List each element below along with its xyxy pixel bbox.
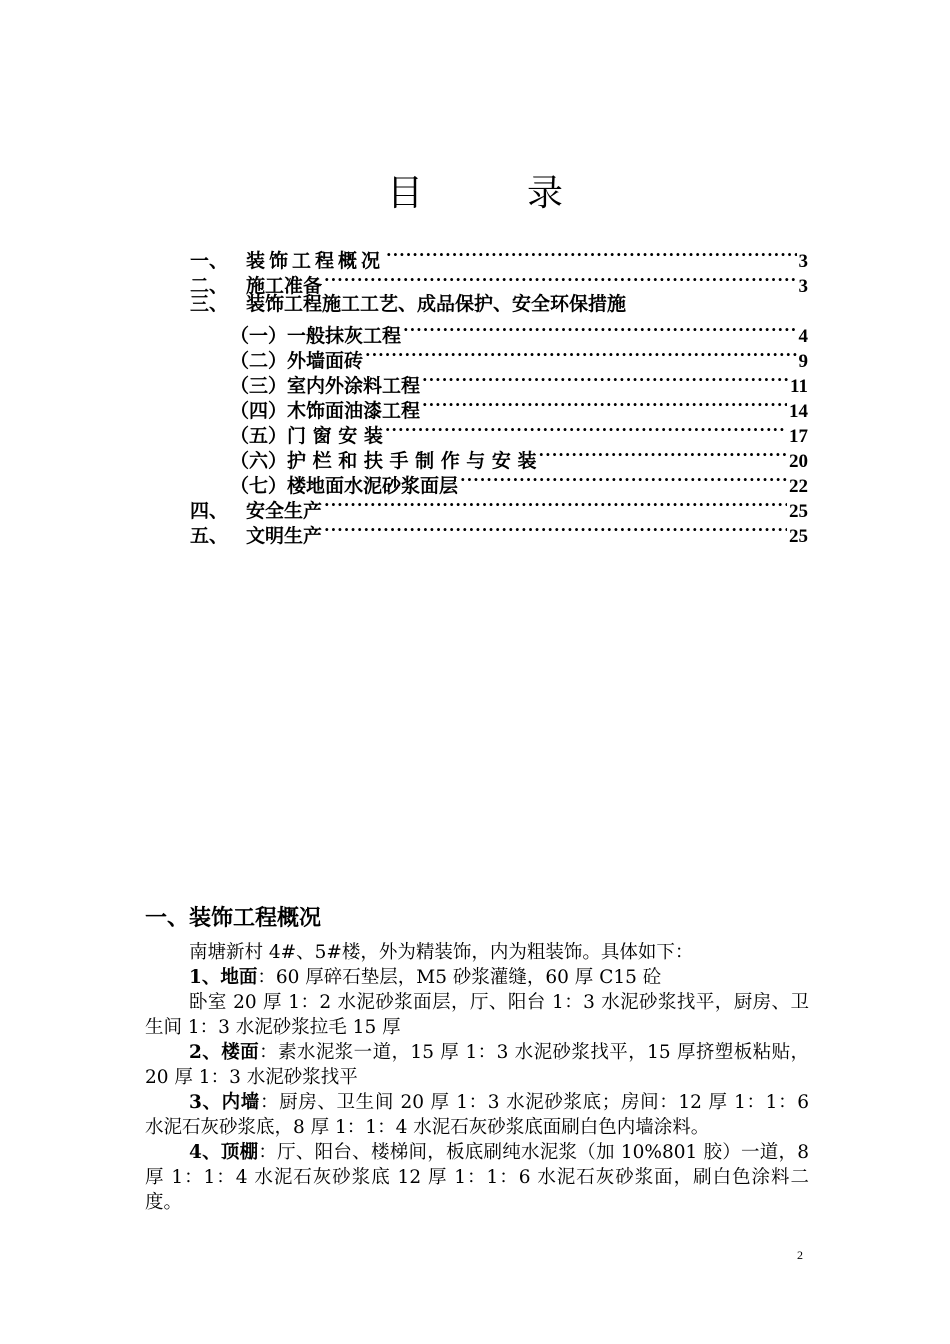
floor-text: ：60 厚碎石垫层，M5 砂浆灌缝，60 厚 C15 砼: [257, 967, 662, 988]
toc-entry-page: 11: [790, 376, 808, 397]
toc-leader-dots: [324, 517, 787, 542]
interior-wall-paragraph: [145, 1090, 809, 1140]
floor-continuation: 卧室 20 厚 1：2 水泥砂浆面层，厅、阳台 1：3 水泥砂浆找平，厨房、卫生间 1：3 水泥砂浆拉毛 15 厚: [145, 992, 809, 1038]
intro-paragraph: 南塘新村 4#、5#楼，外为精装饰，内为粗装饰。具体如下：: [189, 942, 694, 963]
toc-leader-dots: [365, 342, 796, 367]
toc-leader-dots: [460, 467, 787, 492]
toc-entry[interactable]: [190, 242, 808, 272]
interior-wall-label: 3、内墙: [189, 1092, 260, 1113]
toc-entry-page: 25: [789, 526, 808, 547]
toc-title: [0, 172, 950, 216]
storey-floor-text: ：素水泥浆一道，15 厚 1：3 水泥砂浆找平，15 厚挤塑板粘贴，20 厚 1：3 水泥砂浆找平: [145, 1042, 809, 1088]
storey-floor-label: 2、楼面: [189, 1042, 260, 1063]
toc-entry-label: （三）室内外涂料工程: [230, 375, 421, 397]
toc-entry[interactable]: [190, 292, 808, 317]
toc-leader-dots: [422, 367, 788, 392]
toc-entry-page: 3: [798, 276, 808, 297]
toc-entry-label: （一）一般抹灰工程: [230, 325, 402, 347]
toc-entry-page: 14: [789, 401, 808, 422]
ceiling-paragraph: [145, 1140, 809, 1215]
toc-leader-dots: [324, 492, 787, 517]
toc-entry-label: （七）楼地面水泥砂浆面层: [230, 475, 459, 497]
toc-entry-number: 四、: [190, 500, 229, 522]
toc-leader-dots: [403, 317, 796, 342]
section-heading: 一、装饰工程概况: [145, 906, 322, 931]
toc-entry-page: 25: [789, 501, 808, 522]
toc-entry-label: 装饰工程概况: [246, 250, 385, 272]
toc-entry-label: 安全生产: [246, 500, 323, 522]
storey-floor-paragraph: [145, 1040, 809, 1090]
toc-leader-dots: [324, 267, 796, 292]
toc-entry-page: 20: [789, 451, 808, 472]
interior-wall-text: ：厨房、卫生间 20 厚 1：3 水泥砂浆底；房间：12 厚 1：1：6 水泥石灰砂浆底，8 厚 1：1：4 水泥石灰砂浆底面刷白色内墙涂料。: [145, 1092, 810, 1138]
toc-entry-label: 施工准备: [246, 275, 323, 297]
toc-entry-number: 五、: [190, 525, 229, 547]
ceiling-label: 4、顶棚: [189, 1142, 259, 1163]
toc-entry-label: 文明生产: [246, 525, 323, 547]
toc-title-char-2: 录: [527, 173, 564, 214]
toc-entry-label: 装饰工程施工工艺、成品保护、安全环保措施: [246, 293, 627, 315]
toc-entry-label: （六）护 栏 和 扶 手 制 作 与 安 装: [230, 450, 537, 472]
floor-paragraph: [145, 965, 809, 990]
toc-entry[interactable]: [190, 317, 808, 347]
toc-entry-label: （四）木饰面油漆工程: [230, 400, 421, 422]
page-number-text: 2: [797, 1248, 803, 1262]
ceiling-text: ：厅、阳台、楼梯间，板底刷纯水泥浆（加 10%801 胶）一道，8 厚 1：1：4 水泥石灰砂浆底 12 厚 1：1：6 水泥石灰砂浆面，刷白色涂料二度。: [145, 1142, 810, 1213]
toc-entry-number: 一、: [190, 250, 229, 272]
toc-entry-page: 4: [798, 326, 808, 347]
floor-label: 1、地面: [189, 967, 258, 988]
section-body: [145, 940, 809, 1215]
toc-leader-dots: [539, 442, 787, 467]
toc-entry-page: 9: [798, 351, 808, 372]
toc-title-char-1: 目: [386, 173, 423, 214]
toc-entry-number: 三、: [190, 293, 229, 315]
toc-entry-label: （二）外墙面砖: [230, 350, 364, 372]
table-of-contents: [190, 242, 808, 547]
toc-leader-dots: [386, 242, 796, 267]
toc-entry-page: 22: [789, 476, 808, 497]
toc-entry-page: 3: [798, 251, 808, 272]
toc-entry-number: 二、: [190, 275, 229, 297]
toc-entry-label: （五）门 窗 安 装: [230, 425, 383, 447]
toc-leader-dots: [385, 417, 787, 442]
toc-leader-dots: [422, 392, 787, 417]
toc-entry-page: 17: [789, 426, 808, 447]
